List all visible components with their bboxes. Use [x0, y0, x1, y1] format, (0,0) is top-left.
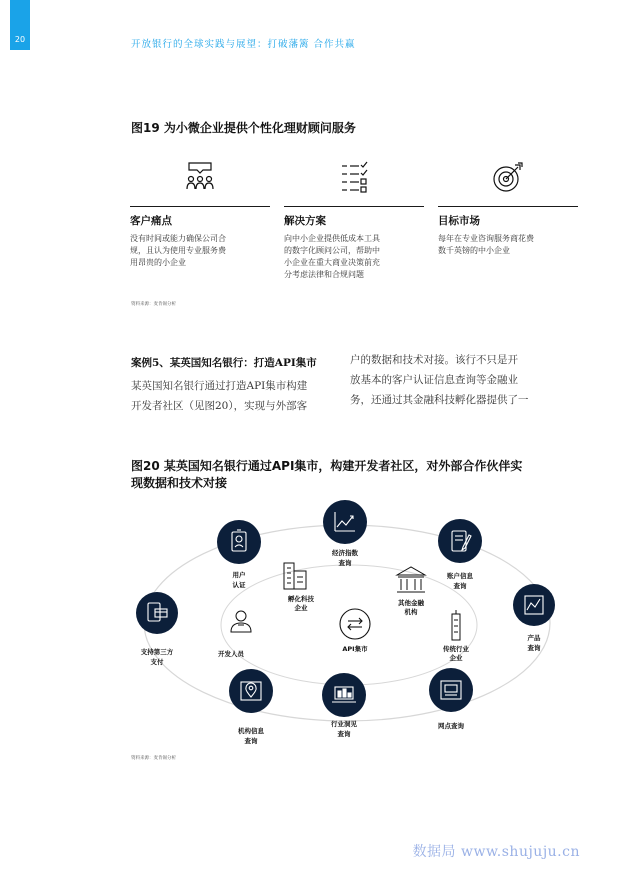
title-line: 现数据和技术对接 [131, 476, 228, 490]
api-marketplace-diagram [131, 495, 561, 755]
title-line: 图20 某英国知名银行通过API集市，构建开发者社区，对外部合作伙伴实 [131, 459, 523, 473]
checklist-icon [284, 158, 424, 196]
body-line: 分考虑法律和合规问题 [284, 270, 364, 279]
skyscraper-icon [452, 610, 460, 640]
body-line: 小企业在重大商业决策前充 [284, 258, 380, 267]
node-label: 查询 [453, 582, 467, 590]
solution-column [284, 158, 424, 281]
node-label: 行业洞见 [331, 720, 357, 728]
other-financial-node [397, 567, 425, 616]
column-heading: 解决方案 [284, 215, 326, 227]
body-line: 向中小企业提供低成本工具 [284, 234, 380, 243]
node-label: 网点查询 [438, 722, 464, 730]
third-party-payment-node [136, 592, 178, 666]
bank-icon [397, 567, 425, 592]
body-line: 数千英镑的中小企业 [438, 246, 510, 255]
paragraph-line: 开发者社区（见图20），实现与外部客 [131, 400, 308, 412]
node-label: 产品 [527, 634, 541, 642]
fintech-incubator-node [284, 563, 315, 612]
api-marketplace-center [340, 609, 370, 653]
column-heading: 目标市场 [438, 215, 480, 227]
running-header: 开放银行的全球实践与展望：打破藩篱 合作共赢 [131, 39, 356, 50]
body-line: 每年在专业咨询服务商花费 [438, 234, 534, 243]
pain-point-column [130, 158, 270, 269]
figure-20-title [131, 458, 571, 492]
city-buildings-icon [284, 563, 306, 589]
paragraph-line: 户的数据和技术对接。该行不只是开 [350, 354, 518, 366]
case-5-title: 案例5、某英国知名银行：打造API集市 [131, 357, 317, 369]
node-label: 企业 [449, 654, 463, 662]
node-label: 经济指数 [332, 549, 358, 557]
page-number: 20 [14, 35, 26, 44]
watermark: 数据局 www.shujuju.cn [412, 844, 580, 860]
node-label: 支付 [150, 658, 164, 666]
node-label: 账户信息 [447, 572, 473, 580]
center-label: API集市 [342, 645, 368, 653]
figure-20-source: 资料来源：麦肯锡分析 [131, 756, 176, 761]
developer-icon [231, 611, 251, 632]
column-divider [438, 206, 578, 207]
account-info-node [438, 519, 482, 590]
node-label: 其他金融 [398, 599, 424, 607]
user-auth-node [217, 520, 261, 589]
node-label: 机构 [404, 608, 418, 616]
traditional-industry-node [442, 610, 470, 662]
people-presentation-icon [130, 158, 270, 196]
body-line: 规，且认为使用专业服务费 [130, 246, 226, 255]
node-label: 传统行业 [443, 645, 469, 653]
target-market-column [438, 158, 578, 257]
node-label: 开发人员 [218, 650, 244, 658]
institution-info-node [229, 669, 273, 745]
branch-query-node [429, 668, 473, 730]
case-5-paragraph-left [131, 376, 341, 416]
node-label: 支持第三方 [140, 648, 174, 656]
page-number-tab [10, 0, 30, 50]
node-label: 认证 [232, 581, 246, 589]
case-5-paragraph-right [350, 350, 560, 410]
industry-insight-node [322, 673, 366, 738]
column-body [130, 233, 270, 269]
node-label: 查询 [338, 559, 352, 567]
node-label: 查询 [527, 644, 541, 652]
node-label: 孵化科技 [288, 595, 314, 603]
paragraph-line: 某英国知名银行通过打造API集市构建 [131, 380, 308, 392]
node-label: 查询 [337, 730, 351, 738]
node-label: 机构信息 [238, 727, 264, 735]
column-divider [130, 206, 270, 207]
target-icon [438, 158, 578, 196]
body-line: 没有时间或能力确保公司合 [130, 234, 226, 243]
body-line: 的数字化顾问公司，帮助中 [284, 246, 380, 255]
product-query-node [513, 584, 555, 652]
column-divider [284, 206, 424, 207]
column-heading: 客户痛点 [130, 215, 172, 227]
node-label: 查询 [244, 737, 258, 745]
body-line: 用昂贵的小企业 [130, 258, 186, 267]
column-body [438, 233, 578, 257]
paragraph-line: 务，还通过其金融科技孵化器提供了一 [350, 394, 529, 406]
node-label: 用户 [232, 571, 246, 579]
figure-19-title: 图19 为小微企业提供个性化理财顾问服务 [131, 121, 356, 135]
figure-19-source: 资料来源：麦肯锡分析 [131, 302, 176, 307]
paragraph-line: 放基本的客户认证信息查询等金融业 [350, 374, 518, 386]
node-label: 企业 [294, 604, 308, 612]
economic-index-node [323, 500, 367, 567]
column-body [284, 233, 424, 281]
